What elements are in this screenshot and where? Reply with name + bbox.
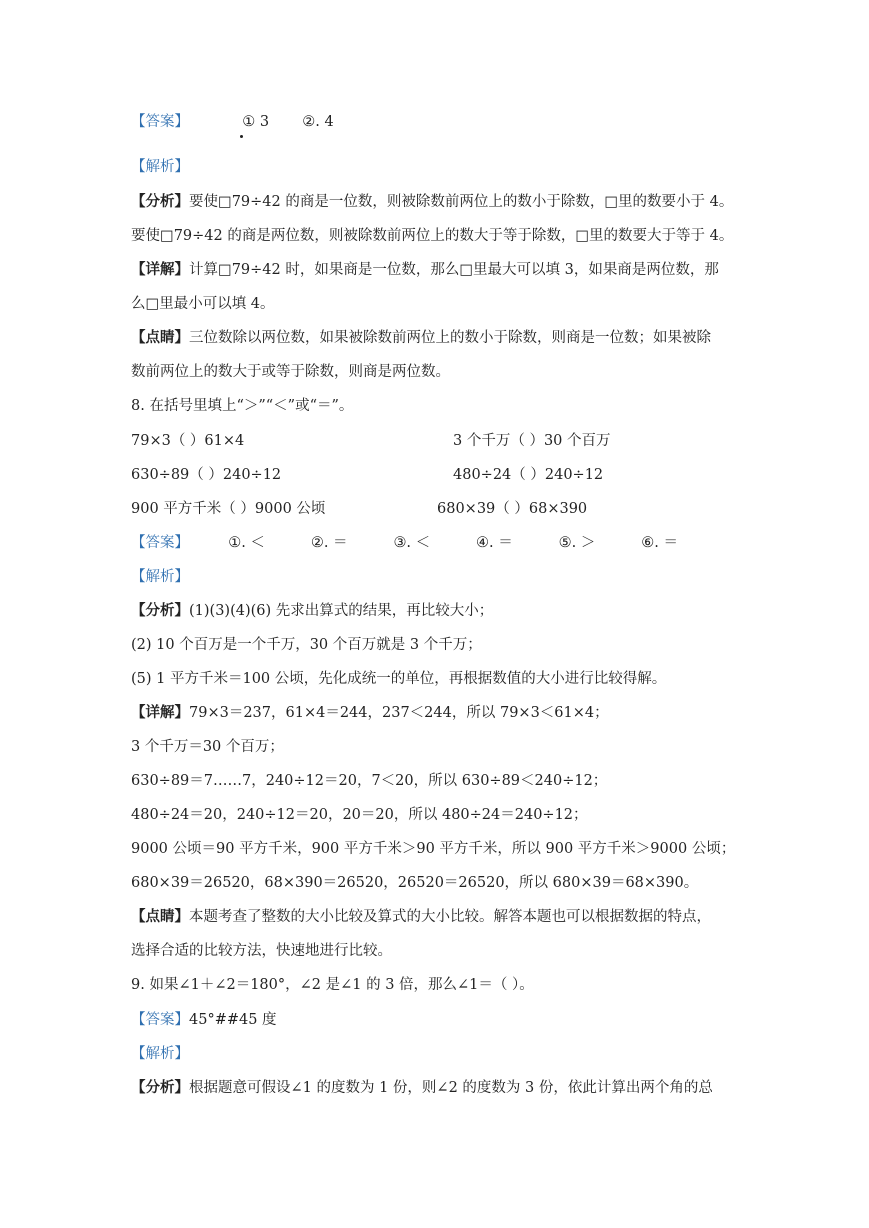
answer-text: 45°##45 度 [189, 1012, 277, 1028]
answer-tag: 【答案】 [131, 1012, 189, 1028]
answer-item-1: ①. ＜ [228, 535, 265, 551]
fenxi-text: (1)(3)(4)(6) 先求出算式的结果，再比较大小； [189, 603, 494, 619]
q9-analysis-tag: 【解析】 [131, 1046, 189, 1062]
q7-fenxi-line2: 要使□79÷42 的商是两位数，则被除数前两位上的数大于等于除数，□里的数要大于等于 4。 [131, 228, 734, 244]
answer-tag: 【答案】 [131, 535, 189, 551]
q8-fenxi-line1 [131, 601, 493, 621]
q8-row1-left: 79×3（ ）61×4 [131, 433, 245, 449]
q8-row3-right: 680×39（ ）68×390 [437, 501, 588, 517]
q8-row3-left: 900 平方千米（ ）9000 公顷 [131, 501, 326, 517]
q8-dianjing-line2: 选择合适的比较方法，快速地进行比较。 [131, 943, 392, 959]
q8-row1-right: 3 个千万（ ）30 个百万 [453, 433, 611, 449]
q8-row2-right: 480÷24（ ）240÷12 [453, 467, 604, 483]
q8-xiangjie-line4: 480÷24＝20，240÷12＝20，20＝20，所以 480÷24＝240÷12； [131, 807, 588, 823]
fenxi-tag: 【分析】 [131, 1079, 189, 1096]
dot-mark [240, 135, 243, 138]
xiangjie-text: 79×3＝237，61×4＝244，237＜244，所以 79×3＜61×4； [189, 705, 609, 721]
q8-fenxi-line3: (5) 1 平方千米＝100 公顷，先化成统一的单位，再根据数值的大小进行比较得解。 [131, 671, 667, 687]
answer-item-6: ⑥. ＝ [641, 535, 678, 551]
q7-analysis-tag: 【解析】 [131, 159, 189, 175]
q8-xiangjie-line1 [131, 703, 609, 723]
answer-item-2: ②. ＝ [310, 535, 348, 551]
q7-dianjing-line2: 数前两位上的数大于或等于除数，则商是两位数。 [131, 364, 450, 380]
q8-answer-line [131, 533, 678, 553]
q9-fenxi-line1 [131, 1078, 713, 1098]
fenxi-text: 要使□79÷42 的商是一位数，则被除数前两位上的数小于除数，□里的数要小于 4。 [189, 194, 734, 210]
answer-item-2: ②. 4 [302, 114, 334, 130]
q7-dianjing-line1 [131, 328, 711, 348]
xiangjie-tag: 【详解】 [131, 261, 189, 278]
xiangjie-text: 计算□79÷42 时，如果商是一位数，那么□里最大可以填 3，如果商是两位数，那 [189, 262, 719, 278]
fenxi-tag: 【分析】 [131, 193, 189, 210]
q8-analysis-tag: 【解析】 [131, 569, 189, 585]
q8-xiangjie-line6: 680×39＝26520，68×390＝26520，26520＝26520，所以 680×39＝68×390。 [131, 875, 699, 891]
q8-row2-left: 630÷89（ ）240÷12 [131, 467, 282, 483]
q8-dianjing-line1 [131, 907, 711, 927]
fenxi-text: 根据题意可假设∠1 的度数为 1 份，则∠2 的度数为 3 份，依此计算出两个角的总 [189, 1080, 713, 1096]
q9-question: 9. 如果∠1＋∠2＝180°，∠2 是∠1 的 3 倍，那么∠1＝（ ）。 [131, 977, 534, 993]
answer-item-1: ① 3 [242, 114, 270, 130]
q7-answer-line [131, 112, 334, 132]
q8-fenxi-line2: (2) 10 个百万是一个千万，30 个百万就是 3 个千万； [131, 637, 482, 653]
q9-answer-line [131, 1010, 277, 1030]
xiangjie-tag: 【详解】 [131, 704, 189, 721]
answer-tag: 【答案】 [131, 114, 189, 130]
q8-question: 8. 在括号里填上“＞”“＜”或“＝”。 [131, 398, 354, 414]
q8-xiangjie-line3: 630÷89＝7……7，240÷12＝20，7＜20，所以 630÷89＜240÷12； [131, 773, 608, 789]
dianjing-tag: 【点睛】 [131, 329, 189, 346]
answer-item-4: ④. ＝ [476, 535, 513, 551]
dianjing-text: 本题考查了整数的大小比较及算式的大小比较。解答本题也可以根据数据的特点， [189, 909, 711, 925]
fenxi-tag: 【分析】 [131, 602, 189, 619]
q7-xiangjie-line2: 么□里最小可以填 4。 [131, 296, 275, 312]
answer-item-5: ⑤. ＞ [558, 535, 596, 551]
dianjing-text: 三位数除以两位数，如果被除数前两位上的数小于除数，则商是一位数；如果被除 [189, 330, 711, 346]
q7-fenxi-line1 [131, 192, 733, 212]
q8-xiangjie-line2: 3 个千万＝30 个百万； [131, 739, 284, 755]
answer-item-3: ③. ＜ [393, 535, 431, 551]
dianjing-tag: 【点睛】 [131, 908, 189, 925]
q7-xiangjie-line1 [131, 260, 719, 280]
q8-xiangjie-line5: 9000 公顷＝90 平方千米，900 平方千米＞90 平方千米，所以 900 平方千米＞9000 公顷； [131, 841, 736, 857]
